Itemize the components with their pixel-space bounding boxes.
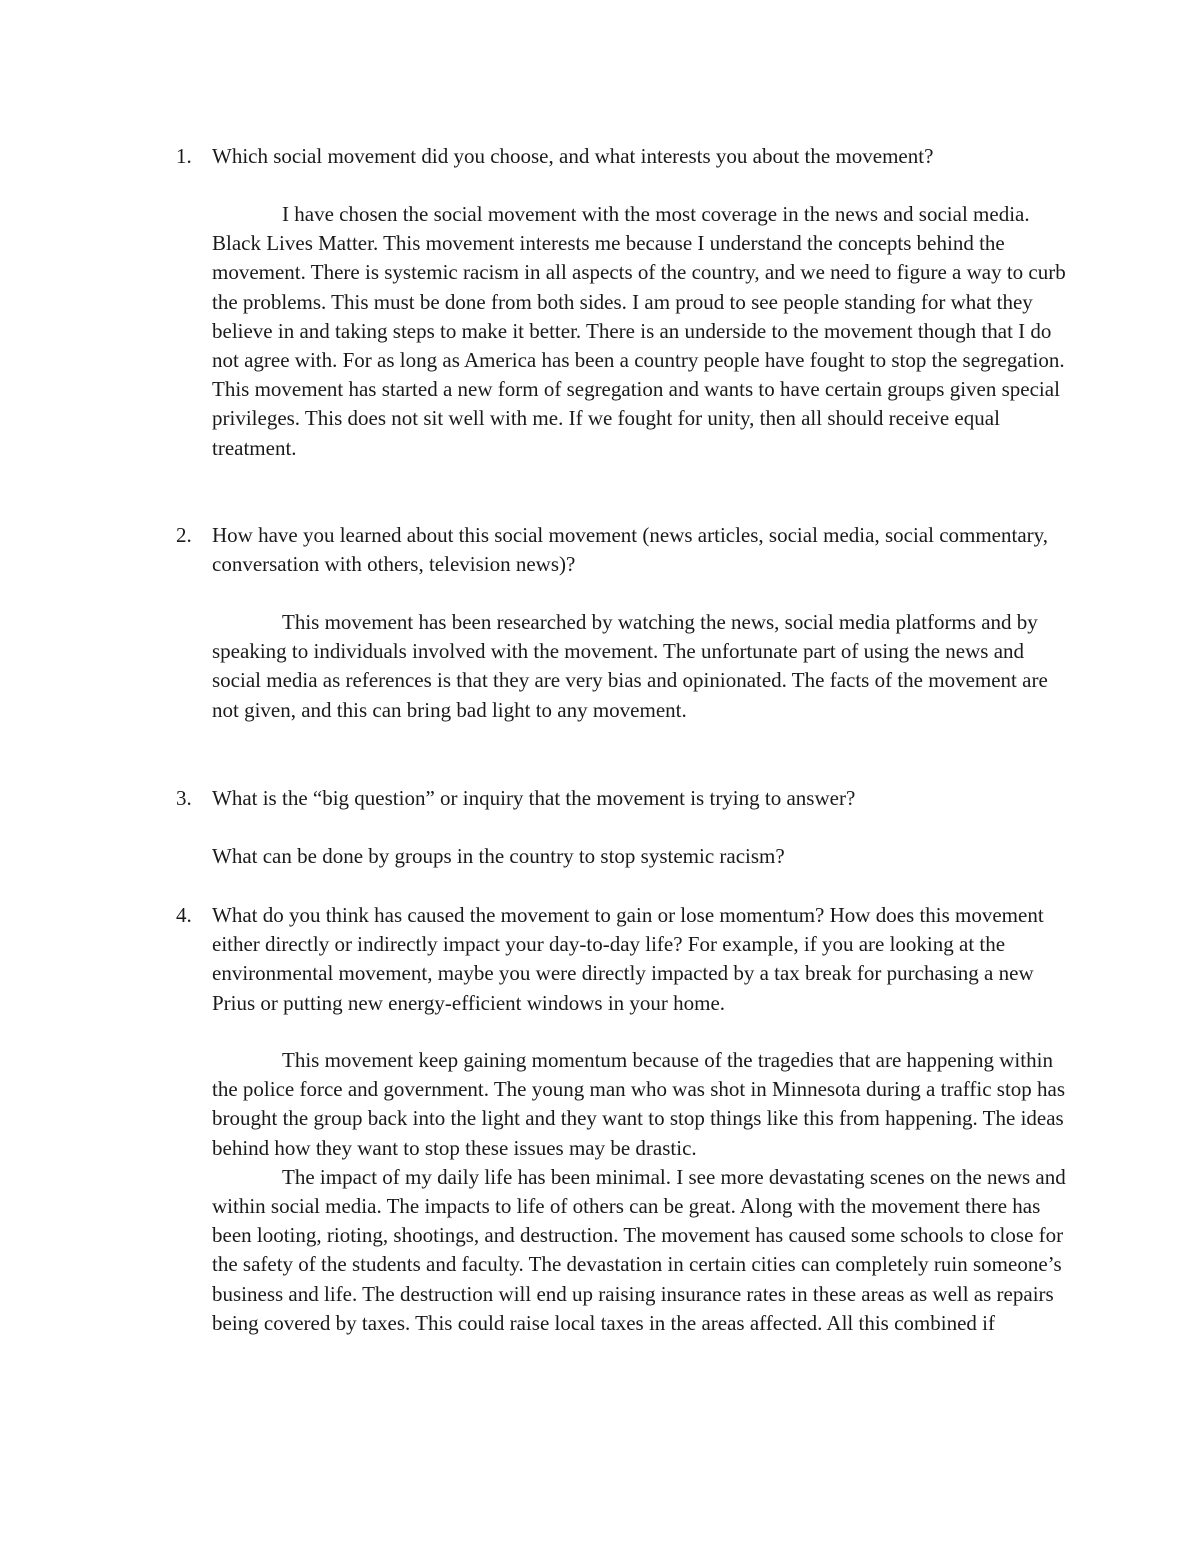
answer-4-paragraph-2: The impact of my daily life has been minimal. I see more devastating scenes on the news and within social media. The impacts to life of others can be great. Along with the movement there has been looting, rioting, shootings, and destruction. The movement has caused some schools to close for the safety of the students and faculty. The devastation in certain cities can completely ruin someone’s business and life. The destruction will end up raising insurance rates in these areas as well as repairs being covered by taxes. This could raise local taxes in the areas affected. All this combined if [212,1164,1066,1335]
question-4 [176,901,1076,1018]
question-1-number: 1. [176,144,192,168]
question-2-number: 2. [176,523,192,547]
question-4-text: What do you think has caused the movement to gain or lose momentum? How does this movement either directly or indirectly impact your day-to-day life? For example, if you are looking at the environmental movement, maybe you were directly impacted by a tax break for purchasing a new Prius or putting new energy-efficient windows in your home. [212,903,1044,1015]
answer-1-paragraph-1: I have chosen the social movement with the most coverage in the news and social media. Black Lives Matter. This movement interests me because I understand the concepts behind the movement. There is systemic racism in all aspects of the country, and we need to figure a way to curb the problems. This must be done from both sides. I am proud to see people standing for what they believe in and taking steps to make it better. There is an underside to the movement though that I do not agree with. For as long as America has been a country people have fought to stop the segregation. This movement has started a new form of segregation and wants to have certain groups given special privileges. This does not sit well with me. If we fought for unity, then all should receive equal treatment. [212,202,1066,460]
answer-4 [212,1046,1074,1338]
answer-2-paragraph-1: This movement has been researched by watching the news, social media platforms and by speaking to individuals involved with the movement. The unfortunate part of using the news and social media as references is that they are very bias and opinionated. The facts of the movement are not given, and this can bring bad light to any movement. [212,610,1048,722]
question-4-number: 4. [176,903,192,927]
answer-3 [212,842,1074,871]
question-2-text: How have you learned about this social movement (news articles, social media, social commentary, conversation with others, television news)? [212,523,1049,577]
question-1 [176,142,1076,171]
answer-3-paragraph-1: What can be done by groups in the country to stop systemic racism? [212,844,785,868]
answer-4-paragraph-1: This movement keep gaining momentum because of the tragedies that are happening within the police force and government. The young man who was shot in Minnesota during a traffic stop has brought the group back into the light and they want to stop things like this from happening. The ideas behind how they want to stop these issues may be drastic. [212,1048,1066,1160]
answer-1 [212,200,1074,463]
question-3-number: 3. [176,786,192,810]
question-3-text: What is the “big question” or inquiry that the movement is trying to answer? [212,786,856,810]
answer-2 [212,608,1074,725]
question-2 [176,521,1076,579]
question-1-text: Which social movement did you choose, and what interests you about the movement? [212,144,934,168]
question-3 [176,784,1076,813]
